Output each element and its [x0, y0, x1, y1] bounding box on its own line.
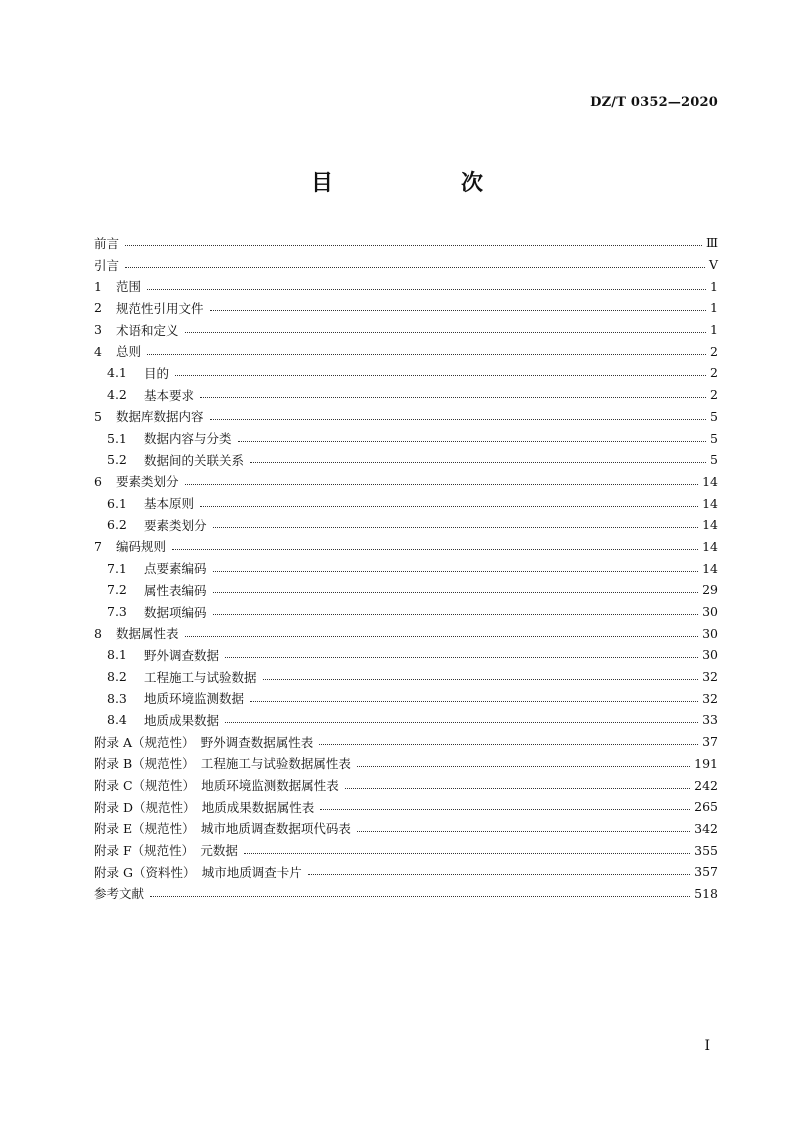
- toc-entry-page: 2: [710, 343, 718, 359]
- toc-entry[interactable]: [94, 427, 718, 449]
- toc-entry[interactable]: [94, 536, 718, 558]
- toc-dot-leader: [185, 332, 706, 333]
- toc-entry-page: 342: [694, 820, 718, 836]
- toc-entry-number: 5: [94, 408, 102, 424]
- toc-entry-title: 前言: [94, 235, 120, 251]
- toc-entry-page: 518: [694, 885, 718, 901]
- toc-entry[interactable]: [94, 557, 718, 579]
- toc-entry-page: 14: [702, 495, 718, 511]
- toc-entry-number: 1: [94, 278, 102, 294]
- page-title: 目 次: [310, 170, 511, 196]
- toc-entry-number: 8.1: [107, 647, 127, 663]
- toc-entry-page: 30: [702, 604, 718, 620]
- toc-dot-leader: [213, 571, 699, 572]
- toc-dot-leader: [210, 419, 706, 420]
- toc-entry-title: 附录 A（规范性） 野外调查数据属性表: [94, 734, 314, 750]
- toc-entry-page: 14: [702, 560, 718, 576]
- toc-entry-title: 工程施工与试验数据: [144, 669, 257, 685]
- toc-entry[interactable]: [94, 514, 718, 536]
- toc-entry[interactable]: [94, 818, 718, 840]
- toc-entry[interactable]: [94, 232, 718, 254]
- toc-entry-title: 点要素编码: [144, 561, 207, 577]
- toc-entry-page: 5: [710, 430, 718, 446]
- toc-entry-page: 37: [702, 734, 718, 750]
- toc-entry-title: 规范性引用文件: [116, 300, 204, 316]
- toc-entry-page: 1: [710, 322, 718, 338]
- toc-dot-leader: [147, 289, 706, 290]
- toc-entry-page: 191: [694, 755, 718, 771]
- toc-entry-number: 5.2: [107, 452, 127, 468]
- toc-entry[interactable]: [94, 839, 718, 861]
- toc-entry-number: 7.3: [107, 604, 127, 620]
- toc-entry-number: 8.2: [107, 669, 127, 685]
- toc-dot-leader: [263, 679, 699, 680]
- toc-entry-number: 3: [94, 322, 102, 338]
- toc-entry[interactable]: [94, 384, 718, 406]
- toc-dot-leader: [150, 896, 690, 897]
- toc-entry-title: 野外调查数据: [144, 647, 220, 663]
- toc-entry-page: 14: [702, 517, 718, 533]
- toc-entry-page: 29: [702, 582, 718, 598]
- toc-entry-page: 30: [702, 647, 718, 663]
- toc-entry[interactable]: [94, 601, 718, 623]
- toc-entry-title: 要素类划分: [144, 517, 207, 533]
- toc-entry[interactable]: [94, 861, 718, 883]
- toc-entry[interactable]: [94, 687, 718, 709]
- toc-entry-title: 附录 D（规范性） 地质成果数据属性表: [94, 799, 315, 815]
- page-number: I: [704, 1038, 710, 1054]
- toc-entry[interactable]: [94, 471, 718, 493]
- toc-entry-title: 数据项编码: [144, 604, 207, 620]
- document-code: DZ/T 0352—2020: [590, 95, 718, 110]
- toc-entry-title: 要素类划分: [116, 474, 179, 490]
- toc-entry[interactable]: [94, 666, 718, 688]
- toc-entry[interactable]: [94, 579, 718, 601]
- toc-dot-leader: [213, 614, 699, 615]
- toc-dot-leader: [210, 310, 706, 311]
- toc-entry-title: 术语和定义: [116, 322, 179, 338]
- toc-entry[interactable]: [94, 883, 718, 905]
- toc-entry-number: 7.1: [107, 560, 127, 576]
- toc-entry[interactable]: [94, 753, 718, 775]
- toc-dot-leader: [172, 549, 698, 550]
- toc-dot-leader: [250, 462, 706, 463]
- toc-entry-number: 6.1: [107, 495, 127, 511]
- toc-entry-title: 引言: [94, 257, 120, 273]
- toc-entry[interactable]: [94, 644, 718, 666]
- toc-entry[interactable]: [94, 297, 718, 319]
- toc-dot-leader: [185, 484, 699, 485]
- toc-entry[interactable]: [94, 275, 718, 297]
- toc-entry-number: 4: [94, 343, 102, 359]
- toc-entry-title: 附录 G（资料性） 城市地质调查卡片: [94, 864, 302, 880]
- toc-entry-title: 地质成果数据: [144, 712, 220, 728]
- toc-entry-page: Ⅲ: [705, 235, 718, 251]
- toc-entry-title: 附录 C（规范性） 地质环境监测数据属性表: [94, 778, 339, 794]
- toc-dot-leader: [185, 636, 699, 637]
- toc-entry[interactable]: [94, 774, 718, 796]
- toc-entry-page: 32: [702, 669, 718, 685]
- toc-entry[interactable]: [94, 406, 718, 428]
- toc-dot-leader: [225, 657, 698, 658]
- toc-entry[interactable]: [94, 340, 718, 362]
- toc-dot-leader: [225, 722, 698, 723]
- toc-entry-page: 2: [710, 387, 718, 403]
- toc-entry-number: 8.3: [107, 690, 127, 706]
- toc-dot-leader: [213, 527, 699, 528]
- toc-entry-page: Ⅴ: [708, 257, 718, 273]
- toc-entry-title: 总则: [116, 344, 142, 360]
- toc-dot-leader: [244, 853, 690, 854]
- toc-entry[interactable]: [94, 492, 718, 514]
- toc-entry[interactable]: [94, 319, 718, 341]
- toc-dot-leader: [125, 267, 705, 268]
- toc-entry-number: 7.2: [107, 582, 127, 598]
- toc-entry-number: 4.2: [107, 387, 127, 403]
- toc-entry-number: 2: [94, 300, 102, 316]
- toc-entry-title: 范围: [116, 279, 142, 295]
- toc-entry-page: 5: [710, 452, 718, 468]
- toc-entry-page: 5: [710, 408, 718, 424]
- toc-entry-title: 编码规则: [116, 539, 167, 555]
- toc-entry[interactable]: [94, 449, 718, 471]
- toc-entry-title: 参考文献: [94, 886, 145, 902]
- toc-entry-page: 2: [710, 365, 718, 381]
- toc-dot-leader: [238, 441, 706, 442]
- toc-entry[interactable]: [94, 362, 718, 384]
- toc-entry-page: 14: [702, 473, 718, 489]
- toc-dot-leader: [200, 506, 698, 507]
- toc-entry[interactable]: [94, 709, 718, 731]
- table-of-contents: [94, 232, 718, 904]
- toc-entry[interactable]: [94, 796, 718, 818]
- toc-entry-page: 357: [694, 864, 718, 880]
- toc-dot-leader: [345, 788, 690, 789]
- toc-dot-leader: [319, 744, 698, 745]
- toc-entry-number: 4.1: [107, 365, 127, 381]
- toc-entry[interactable]: [94, 622, 718, 644]
- toc-entry-number: 7: [94, 538, 102, 554]
- toc-entry-title: 基本要求: [144, 387, 195, 403]
- toc-entry-number: 6: [94, 473, 102, 489]
- toc-entry-title: 地质环境监测数据: [144, 691, 245, 707]
- toc-dot-leader: [357, 831, 690, 832]
- toc-dot-leader: [200, 397, 706, 398]
- toc-entry-page: 32: [702, 690, 718, 706]
- toc-entry-number: 8: [94, 625, 102, 641]
- toc-entry-page: 242: [694, 777, 718, 793]
- toc-entry-page: 14: [702, 538, 718, 554]
- toc-entry-page: 355: [694, 842, 718, 858]
- toc-entry-title: 属性表编码: [144, 582, 207, 598]
- toc-entry-title: 数据间的关联关系: [144, 452, 245, 468]
- toc-entry-page: 30: [702, 625, 718, 641]
- toc-entry-number: 8.4: [107, 712, 127, 728]
- toc-entry-page: 1: [710, 278, 718, 294]
- toc-dot-leader: [213, 592, 699, 593]
- toc-entry-title: 附录 B（规范性） 工程施工与试验数据属性表: [94, 756, 351, 772]
- toc-dot-leader: [357, 766, 690, 767]
- toc-dot-leader: [175, 375, 706, 376]
- toc-dot-leader: [320, 809, 690, 810]
- toc-entry-title: 数据属性表: [116, 626, 179, 642]
- toc-entry-title: 数据内容与分类: [144, 431, 232, 447]
- toc-dot-leader: [308, 874, 690, 875]
- toc-entry[interactable]: [94, 731, 718, 753]
- toc-entry-title: 数据库数据内容: [116, 409, 204, 425]
- toc-entry[interactable]: [94, 254, 718, 276]
- toc-entry-number: 5.1: [107, 430, 127, 446]
- toc-entry-title: 目的: [144, 365, 170, 381]
- toc-dot-leader: [147, 354, 706, 355]
- toc-entry-title: 附录 E（规范性） 城市地质调查数据项代码表: [94, 821, 351, 837]
- toc-entry-page: 33: [702, 712, 718, 728]
- toc-entry-page: 1: [710, 300, 718, 316]
- toc-dot-leader: [125, 245, 702, 246]
- toc-dot-leader: [250, 701, 698, 702]
- toc-entry-page: 265: [694, 799, 718, 815]
- toc-entry-title: 附录 F（规范性） 元数据: [94, 843, 238, 859]
- toc-entry-number: 6.2: [107, 517, 127, 533]
- toc-entry-title: 基本原则: [144, 496, 195, 512]
